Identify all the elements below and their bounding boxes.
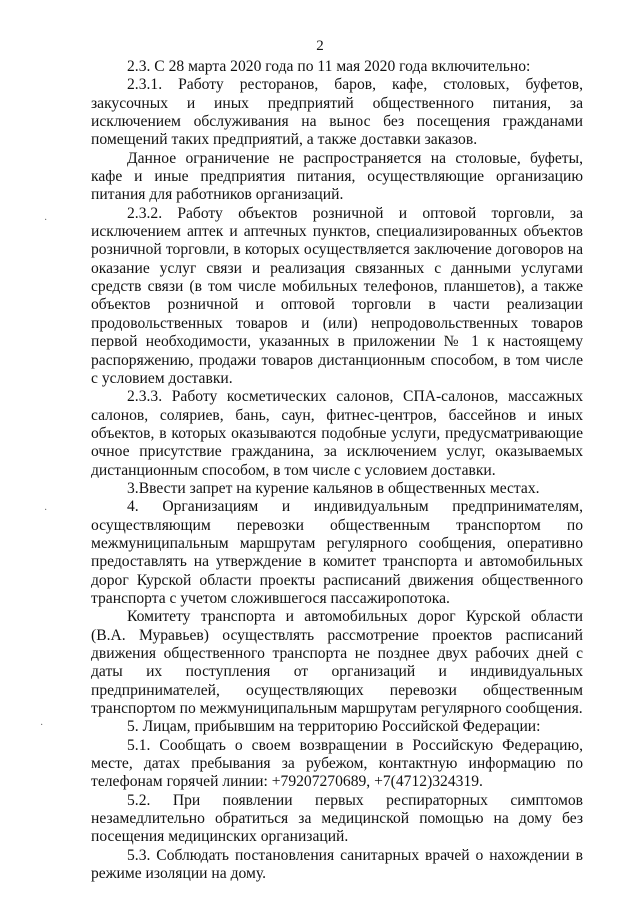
margin-mark: · xyxy=(40,720,44,731)
margin-mark: · xyxy=(44,505,48,516)
paragraph: 2.3.1. Работу ресторанов, баров, кафе, столовых, буфетов, закусочных и иных предприятий общественного питания, за исключением обслуживания на вынос без посещения гражданами помещений таких предприятий, а также доставки заказов. xyxy=(91,76,583,149)
paragraph: 3.Ввести запрет на курение кальянов в общественных местах. xyxy=(127,479,540,497)
paragraph: 5.3. Соблюдать постановления санитарных врачей о нахождении в режиме изоляции на дому. xyxy=(91,846,583,883)
paragraph: Комитету транспорта и автомобильных дорог Курской области (В.А. Муравьев) осуществлять рассмотрение проектов расписаний движения общественного транспорта не позднее двух рабочих дней с даты их поступления от организаций и индивидуальных предпринимателей, осуществляющих перевозки общественным транспортом по межмуниципальным маршрутам регулярного сообщения. xyxy=(91,608,583,718)
paragraph: 5.2. При появлении первых респираторных симптомов незамедлительно обратиться за медицинской помощью на дому без посещения медицинских организаций. xyxy=(91,791,583,846)
paragraph: 2.3.3. Работу косметических салонов, СПА-салонов, массажных салонов, соляриев, бань, саун, фитнес-центров, бассейнов и иных объектов, в которых оказываются подобные услуги, предусматривающие очное присутствие гражданина, за исключением услуг, оказываемых дистанционным способом, в том числе с условием доставки. xyxy=(91,388,583,479)
page-number: 2 xyxy=(316,38,324,54)
paragraph: 5.1. Сообщать о своем возвращении в Российскую Федерацию, месте, датах пребывания за рубежом, контактную информацию по телефонам горячей линии: +79207270689, +7(4712)324319. xyxy=(91,736,583,791)
paragraph: 5. Лицам, прибывшим на территорию Российской Федерации: xyxy=(127,718,541,736)
margin-mark: · xyxy=(44,215,48,226)
paragraph: 2.3.2. Работу объектов розничной и оптовой торговли, за исключением аптек и аптечных пунктов, специализированных объектов розничной торговли, в которых осуществляется заключение договоров на оказание услуг связи и реализация связанных с данными услугами средств связи (в том числе мобильных телефонов, планшетов), а также объектов розничной и оптовой торговли в части реализации продовольственных товаров и (или) непродовольственных товаров первой необходимости, указанных в приложении № 1 к настоящему распоряжению, продажи товаров дистанционным способом, в том числе с условием доставки. xyxy=(91,204,583,387)
paragraph: Данное ограничение не распространяется на столовые, буфеты, кафе и иные предприятия питания, осуществляющие организацию питания для работников организаций. xyxy=(91,149,583,204)
paragraph: 2.3. С 28 марта 2020 года по 11 мая 2020 года включительно: xyxy=(127,58,531,75)
document-body xyxy=(91,58,583,883)
paragraph: 4. Организациям и индивидуальным предпринимателям, осуществляющим перевозки общественным транспортом по межмуниципальным маршрутам регулярного сообщения, оперативно предоставлять на утверждение в комитет транспорта и автомобильных дорог Курской области проекты расписаний движения общественного транспорта с учетом сложившегося пассажиропотока. xyxy=(91,498,583,607)
